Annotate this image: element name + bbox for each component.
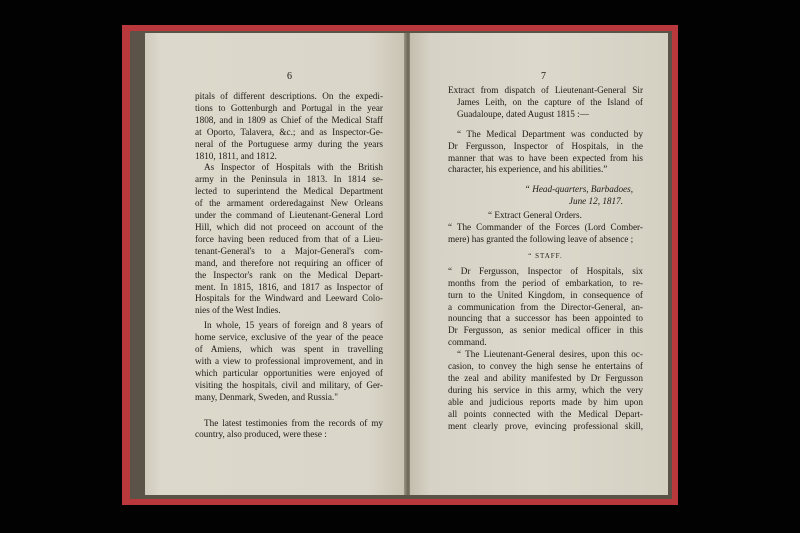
text-line: nouncing that a successor has been appointed to: [448, 313, 643, 324]
text-line: army in the Peninsula in 1813. In 1814 se-: [195, 174, 383, 185]
text-line: casion, to convey the high sense he entertains of: [448, 361, 643, 372]
text-line: of the armament orderedagainst New Orleans: [195, 198, 383, 209]
left-page: [145, 33, 407, 495]
text-line: Hill, which did not proceed on account of the: [195, 221, 383, 232]
text-line: the zeal and ability manifested by Dr Fergusson: [448, 372, 643, 383]
text-line: many, Denmark, Sweden, and Russia.": [195, 391, 338, 402]
text-line: under the command of Lieutenant-General Lord: [195, 210, 383, 221]
text-line: mere) has granted the following leave of absence ;: [448, 233, 634, 244]
text-line: during his service in this army, which the very: [448, 384, 643, 395]
text-line: force having been reduced from that of a Lieu-: [195, 233, 383, 244]
text-line: visiting the hospitals, civil and military, of Ger-: [195, 379, 383, 390]
text-line: command.: [448, 337, 487, 348]
text-line: Hospitals for the Windward and Leeward Colo-: [195, 293, 383, 304]
text-line: 1808, and in 1809 as Chief of the Medical Staff: [195, 114, 383, 125]
text-line: “ The Medical Department was conducted by: [457, 128, 643, 139]
text-line: able and judicious reports made by him upon: [448, 396, 643, 407]
text-line: tions to Gottenburgh and Portugal in the year: [195, 102, 383, 113]
left-page-number: 6: [287, 71, 292, 82]
text-line: country, also produced, were these :: [195, 429, 327, 440]
text-line: “ The Lieutenant-General desires, upon this oc-: [457, 349, 643, 360]
text-line: pitals of different descriptions. On the expedi-: [195, 91, 383, 101]
text-line: June 12, 1817.: [568, 196, 623, 207]
text-line: “ The Commander of the Forces (Lord Comber-: [448, 222, 643, 233]
text-line: ment clearly prove, evincing professional skill,: [448, 420, 643, 431]
text-line: with a view to professional improvement, and in: [195, 355, 383, 366]
text-line: which particular opportunities were enjoyed of: [195, 367, 383, 378]
text-line: the Inspector's rank on the Medical Depart-: [195, 269, 383, 280]
text-line: nies of the West Indies.: [195, 305, 281, 316]
text-line: “ Head-quarters, Barbadoes,: [524, 184, 633, 195]
text-line: 1810, 1811, and 1812.: [195, 150, 277, 161]
text-line: neral of the Portuguese army during the years: [195, 138, 383, 149]
text-line: tenant-General's to a Major-General's com-: [195, 245, 383, 256]
text-line: at Oporto, Talavera, &c.; and as Inspector-Ge-: [195, 126, 383, 137]
text-line: “ Dr Fergusson, Inspector of Hospitals, six: [448, 265, 643, 276]
text-line: manner that was to have been expected from his: [448, 152, 643, 163]
text-line: Dr Fergusson, as senior medical officer in this: [448, 325, 643, 336]
text-line: mand, and therefore not requiring an officer of: [195, 257, 383, 268]
text-line: turn to the United Kingdom, in consequence of: [448, 289, 643, 300]
text-line: home service, exclusive of the year of the peace: [195, 332, 383, 343]
text-line: character, his experience, and his abilities.”: [448, 164, 608, 175]
text-line: “ STAFF.: [528, 251, 563, 260]
text-line: lected to superintend the Medical Department: [195, 186, 383, 197]
right-page: [410, 33, 668, 495]
text-line: “ Extract General Orders.: [488, 210, 582, 221]
text-line: Guadaloupe, dated August 1815 :—: [457, 108, 589, 119]
text-line: As Inspector of Hospitals with the British: [204, 162, 383, 173]
text-line: of Amiens, which was spent in travelling: [195, 344, 383, 355]
text-line: Dr Fergusson, Inspector of Hospitals, in the: [448, 140, 643, 151]
text-line: James Leith, on the capture of the Island of: [457, 96, 643, 107]
text-line: Extract from dispatch of Lieutenant-General Sir: [448, 85, 643, 95]
text-line: The latest testimonies from the records of my: [204, 417, 383, 428]
text-line: months from the period of embarkation, to re-: [448, 277, 643, 288]
left-page-text: [195, 91, 383, 441]
right-page-number: 7: [541, 71, 546, 82]
right-page-text: [448, 85, 643, 432]
text-line: all points connected with the Medical Depart-: [448, 408, 643, 419]
text-line: In whole, 15 years of foreign and 8 years of: [204, 320, 383, 331]
text-line: a communication from the Director-General, an-: [448, 301, 643, 312]
text-line: ment. In 1815, 1816, and 1817 as Inspector of: [195, 281, 383, 292]
